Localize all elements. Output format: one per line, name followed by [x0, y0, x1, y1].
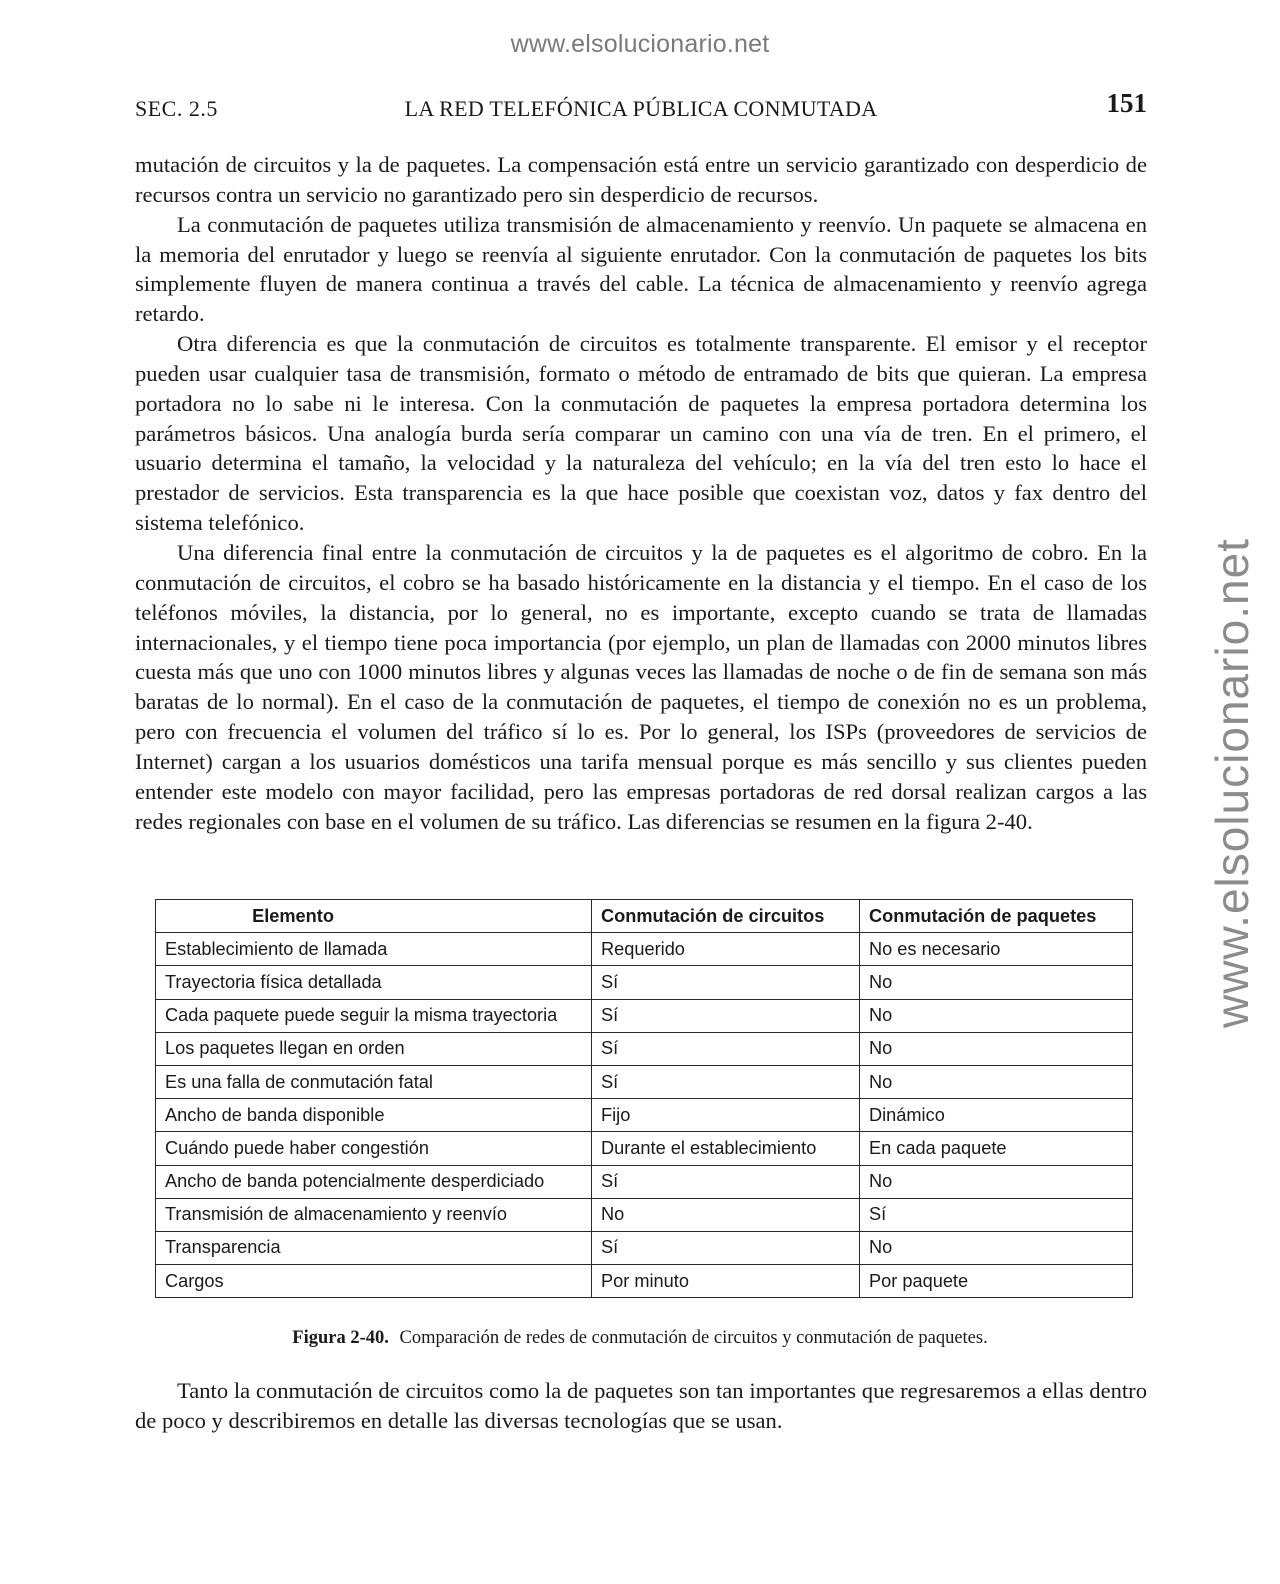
body-text — [135, 150, 1147, 836]
chapter-title: LA RED TELEFÓNICA PÚBLICA CONMUTADA — [404, 96, 878, 121]
table-cell: Sí — [592, 966, 860, 999]
comparison-table — [155, 899, 1133, 1298]
column-header: Conmutación de circuitos — [592, 900, 860, 933]
table-cell: Sí — [592, 999, 860, 1032]
table-row — [156, 1132, 1133, 1165]
table-row — [156, 1265, 1133, 1298]
figure-caption-text: Comparación de redes de conmutación de circuitos y conmutación de paquetes. — [399, 1328, 988, 1348]
table-header-row — [156, 900, 1133, 933]
table-cell: Por paquete — [860, 1265, 1133, 1298]
table-row — [156, 1165, 1133, 1198]
table-row — [156, 999, 1133, 1032]
table-cell: Los paquetes llegan en orden — [156, 1032, 592, 1065]
table-cell: Sí — [592, 1231, 860, 1264]
table-cell: No — [860, 999, 1133, 1032]
table-cell: Cada paquete puede seguir la misma trayectoria — [156, 999, 592, 1032]
column-header: Conmutación de paquetes — [860, 900, 1133, 933]
section-number: SEC. 2.5 — [135, 96, 218, 121]
table-cell: No — [860, 1065, 1133, 1098]
table-row — [156, 933, 1133, 966]
table-row — [156, 1065, 1133, 1098]
watermark-top: www.elsolucionario.net — [510, 30, 770, 58]
paragraph: Una diferencia final entre la conmutación de circuitos y la de paquetes es el algoritmo de cobro. En la conmutación de circuitos, el cobro se ha basado históricamente en la distancia y el tiempo. En el caso de los teléfonos móviles, la distancia, por lo general, no es importante, excepto cuando se trata de llamadas internacionales, y el tiempo tiene poca importancia (por ejemplo, un plan de llamadas con 2000 minutos libres cuesta más que uno con 1000 minutos libres y algunas veces las llamadas de noche o de fin de semana son más baratas de lo normal). En el caso de la conmutación de paquetes, el tiempo de conexión no es un problema, pero con frecuencia el volumen del tráfico sí lo es. Por lo general, los ISPs (proveedores de servicios de Internet) cargan a los usuarios domésticos una tarifa mensual porque es más sencillo y sus clientes pueden entender este modelo con mayor facilidad, pero las empresas portadoras de red dorsal realizan cargos a las redes regionales con base en el volumen de su tráfico. Las diferencias se resumen en la figura 2-40. — [135, 539, 1147, 834]
table-cell: Durante el establecimiento — [592, 1132, 860, 1165]
table-cell: No es necesario — [860, 933, 1133, 966]
table-cell: Dinámico — [860, 1099, 1133, 1132]
table-cell: Ancho de banda potencialmente desperdiciado — [156, 1165, 592, 1198]
watermark-side-text: www.elsolucionario.net — [1206, 538, 1258, 1028]
table-cell: Por minuto — [592, 1265, 860, 1298]
table-cell: Es una falla de conmutación fatal — [156, 1065, 592, 1098]
table-cell: Sí — [592, 1065, 860, 1098]
table-cell: Cargos — [156, 1265, 592, 1298]
table-row — [156, 1099, 1133, 1132]
table-cell: Requerido — [592, 933, 860, 966]
paragraph: La conmutación de paquetes utiliza transmisión de almacenamiento y reenvío. Un paquete se almacena en la memoria del enrutador y luego se reenvía al siguiente enrutador. Con la conmutación de paquetes los bits simplemente fluyen de manera continua a través del cable. La técnica de almacenamiento y reenvío agrega retardo. — [135, 211, 1147, 327]
table-cell: No — [860, 966, 1133, 999]
table-cell: En cada paquete — [860, 1132, 1133, 1165]
paragraph: mutación de circuitos y la de paquetes. La compensación está entre un servicio garantizado con desperdicio de recursos contra un servicio no garantizado pero sin desperdicio de recursos. — [135, 152, 1147, 207]
table-cell: Transparencia — [156, 1231, 592, 1264]
comparison-table-figure — [155, 899, 1132, 1298]
table-cell: No — [860, 1165, 1133, 1198]
closing-text — [135, 1376, 1147, 1436]
table-cell: Sí — [592, 1032, 860, 1065]
figure-caption — [0, 1328, 1280, 1349]
paragraph: Tanto la conmutación de circuitos como la de paquetes son tan importantes que regresaremos a ellas dentro de poco y describiremos en detalle las diversas tecnologías que se usan. — [135, 1378, 1147, 1433]
running-head — [135, 88, 1147, 122]
table-row — [156, 1032, 1133, 1065]
table-row — [156, 1198, 1133, 1231]
table-cell: Fijo — [592, 1099, 860, 1132]
column-header: Elemento — [156, 900, 592, 933]
figure-label: Figura 2-40. — [292, 1328, 389, 1348]
table-cell: Transmisión de almacenamiento y reenvío — [156, 1198, 592, 1231]
table-cell: No — [860, 1032, 1133, 1065]
table-cell: Sí — [860, 1198, 1133, 1231]
table-row — [156, 1231, 1133, 1264]
table-cell: Cuándo puede haber congestión — [156, 1132, 592, 1165]
table-cell: Establecimiento de llamada — [156, 933, 592, 966]
page-number: 151 — [1106, 88, 1147, 118]
table-cell: No — [860, 1231, 1133, 1264]
table-cell: No — [592, 1198, 860, 1231]
table-cell: Sí — [592, 1165, 860, 1198]
table-row — [156, 966, 1133, 999]
table-cell: Ancho de banda disponible — [156, 1099, 592, 1132]
table-cell: Trayectoria física detallada — [156, 966, 592, 999]
paragraph: Otra diferencia es que la conmutación de circuitos es totalmente transparente. El emisor y el receptor pueden usar cualquier tasa de transmisión, formato o método de entramado de bits que quieran. La empresa portadora no lo sabe ni le interesa. Con la conmutación de paquetes la empresa portadora determina los parámetros básicos. Una analogía burda sería comparar un camino con una vía de tren. En el primero, el usuario determina el tamaño, la velocidad y la naturaleza del vehículo; en la vía del tren esto lo hace el prestador de servicios. Esta transparencia es la que hace posible que coexistan voz, datos y fax dentro del sistema telefónico. — [135, 331, 1147, 536]
